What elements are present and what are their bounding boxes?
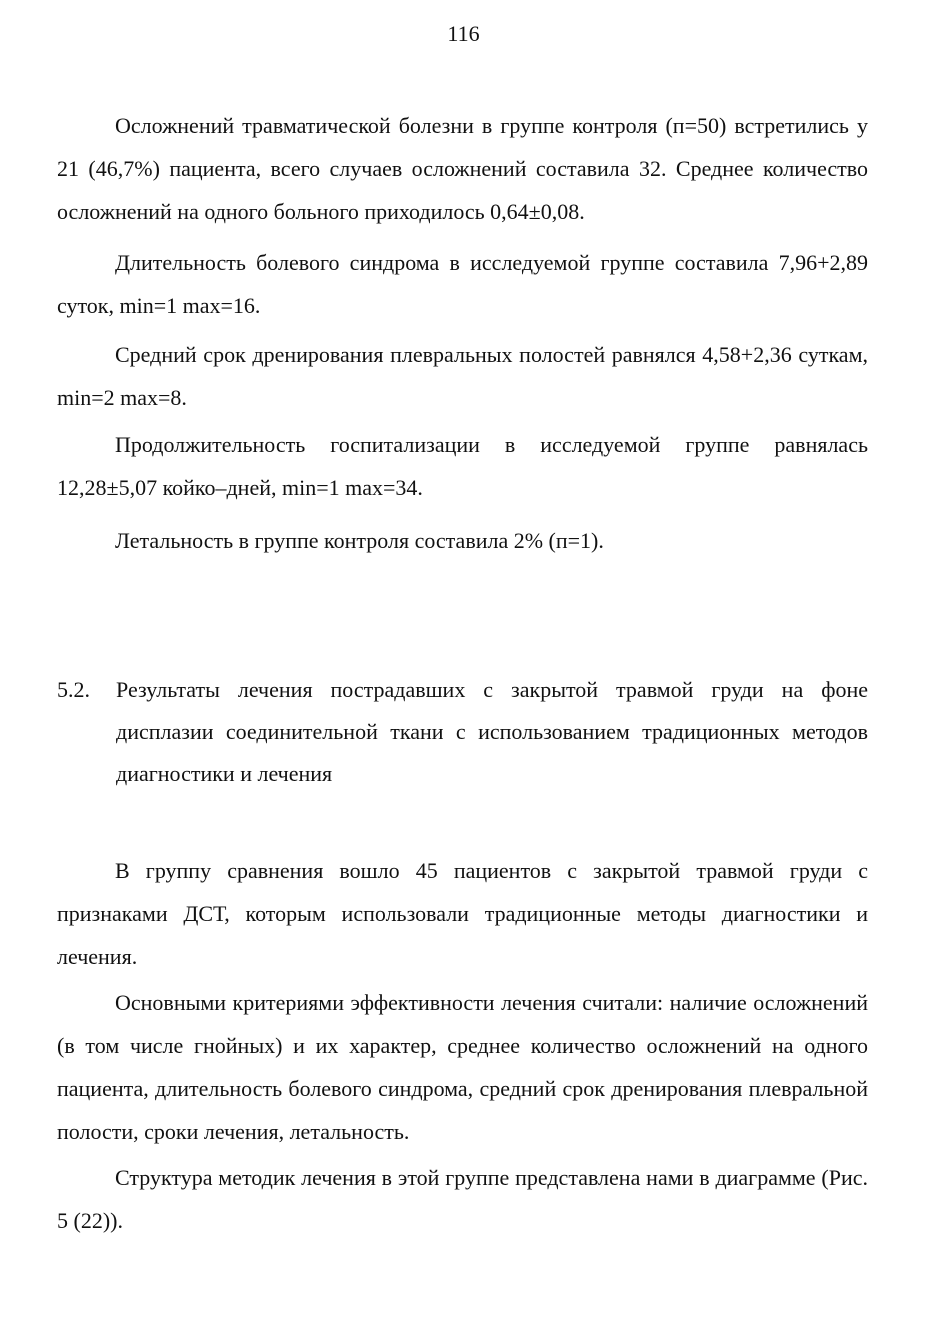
paragraph-comparison-group: В группу сравнения вошло 45 пациентов с закрытой травмой груди с признаками ДСТ, которым использовали традиционные методы диагностики и лечения. [57,858,868,969]
paragraph-structure: Структура методик лечения в этой группе представлена нами в диаграмме (Рис. 5 (22)). [57,1165,868,1233]
section-heading [57,669,868,795]
section-title: Результаты лечения пострадавших с закрытой травмой груди на фоне дисплазии соединительной ткани с использованием традиционных методов диагностики и лечения [116,677,868,786]
section-number: 5.2. [57,677,90,702]
paragraph-mortality: Летальность в группе контроля составила 2% (п=1). [115,528,604,553]
paragraph-pain-duration: Длительность болевого синдрома в исследуемой группе составила 7,96+2,89 суток, min=1 max=16. [57,250,868,318]
page-number: 116 [447,21,480,46]
paragraph-hospitalization: Продолжительность госпитализации в исследуемой группе равнялась 12,28±5,07 койко–дней, min=1 max=34. [57,432,868,500]
paragraph-complications: Осложнений травматической болезни в группе контроля (п=50) встретились у 21 (46,7%) пациента, всего случаев осложнений составила 32. Среднее количество осложнений на одного больного приходилось 0,64±0,08. [57,113,868,224]
paragraph-criteria: Основными критериями эффективности лечения считали: наличие осложнений (в том числе гнойных) и их характер, среднее количество осложнений на одного пациента, длительность болевого синдрома, средний срок дренирования плевральной полости, сроки лечения, летальность. [57,990,868,1144]
paragraph-drainage: Средний срок дренирования плевральных полостей равнялся 4,58+2,36 суткам, min=2 max=8. [57,342,868,410]
